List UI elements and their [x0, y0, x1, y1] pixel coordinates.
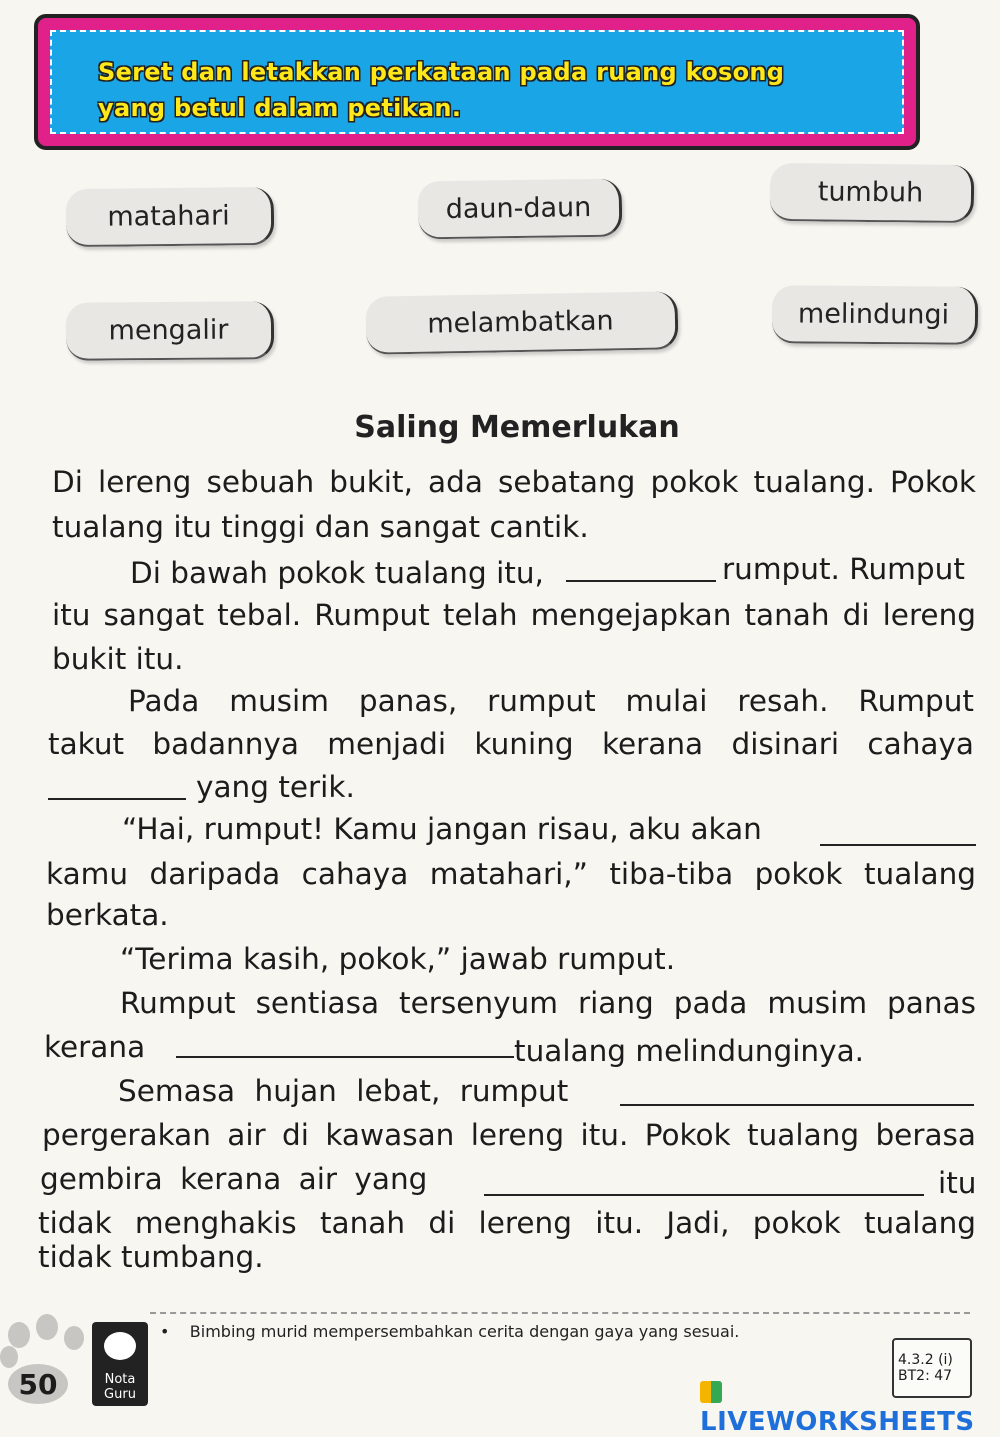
teacher-note — [160, 1322, 739, 1341]
story-line-11: berkata. — [46, 898, 169, 932]
story-line-7: takut badannya menjadi kuning kerana disinari cahaya — [48, 727, 974, 761]
page-number: 50 — [8, 1364, 68, 1404]
blank-1[interactable] — [566, 580, 716, 582]
liveworksheets-brand[interactable] — [700, 1377, 1000, 1437]
paw-print-icon — [64, 1326, 84, 1350]
blank-5[interactable] — [620, 1104, 974, 1106]
story-line-14b: tualang melindunginya. — [514, 1034, 865, 1068]
instruction-line-2: yang betul dalam petikan. — [98, 94, 462, 122]
blank-2[interactable] — [48, 798, 186, 800]
story-line-15: Semasa hujan lebat, rumput — [118, 1074, 569, 1108]
word-chip-mengalir[interactable]: mengalir — [66, 301, 274, 360]
guru-label: Guru — [104, 1387, 136, 1402]
instruction-panel — [50, 30, 904, 134]
blank-3[interactable] — [820, 844, 976, 846]
bullet-icon: • — [160, 1322, 190, 1341]
story-line-12: “Terima kasih, pokok,” jawab rumput. — [120, 942, 676, 976]
liveworksheets-logo-icon — [700, 1381, 722, 1403]
story-line-5: bukit itu. — [52, 642, 184, 676]
word-chip-tumbuh[interactable]: tumbuh — [770, 163, 975, 223]
story-line-6: Pada musim panas, rumput mulai resah. Rumput — [128, 684, 974, 718]
story-line-8: yang terik. — [196, 770, 355, 804]
story-line-2: tualang itu tinggi dan sangat cantik. — [52, 510, 589, 544]
word-chip-daun-daun[interactable]: daun-daun — [418, 179, 623, 240]
brand-text: LIVEWORKSHEETS — [700, 1407, 975, 1437]
word-chip-melindungi[interactable]: melindungi — [772, 285, 978, 344]
story-line-19: tidak tumbang. — [38, 1240, 264, 1274]
instruction-line-1: Seret dan letakkan perkataan pada ruang kosong — [98, 58, 785, 86]
nota-guru-badge — [92, 1322, 148, 1406]
paw-print-icon — [0, 1346, 18, 1368]
story-line-13: Rumput sentiasa tersenyum riang pada musim panas — [120, 986, 976, 1020]
blank-4[interactable] — [176, 1056, 514, 1058]
tiger-mascot-icon — [104, 1332, 136, 1360]
paw-print-icon — [36, 1314, 58, 1340]
story-line-17b: itu — [938, 1166, 977, 1200]
blank-6[interactable] — [484, 1194, 924, 1196]
teacher-note-text: Bimbing murid mempersembahkan cerita dengan gaya yang sesuai. — [189, 1322, 740, 1341]
story-line-9: “Hai, rumput! Kamu jangan risau, aku akan — [122, 812, 762, 846]
word-chip-matahari[interactable]: matahari — [66, 187, 275, 247]
curriculum-code: 4.3.2 (i) — [898, 1352, 953, 1368]
story-line-4: itu sangat tebal. Rumput telah mengejapkan tanah di lereng — [52, 598, 976, 632]
story-title: Saling Memerlukan — [354, 410, 680, 445]
instruction-banner — [34, 14, 920, 150]
word-chip-melambatkan[interactable]: melambatkan — [366, 291, 679, 354]
story-line-1: Di lereng sebuah bukit, ada sebatang pokok tualang. Pokok — [52, 465, 976, 499]
story-line-14a: kerana — [44, 1030, 146, 1064]
footer-divider — [150, 1312, 970, 1314]
story-line-17a: gembira kerana air yang — [40, 1162, 428, 1196]
story-line-3a: Di bawah pokok tualang itu, — [130, 556, 544, 590]
nota-label: Nota — [104, 1372, 136, 1387]
paw-print-icon — [8, 1322, 30, 1348]
story-line-3b: rumput. Rumput — [722, 552, 965, 586]
story-line-16: pergerakan air di kawasan lereng itu. Pokok tualang berasa — [42, 1118, 976, 1152]
story-line-10: kamu daripada cahaya matahari,” tiba-tiba pokok tualang — [46, 857, 976, 891]
story-line-18: tidak menghakis tanah di lereng itu. Jadi, pokok tualang — [38, 1206, 976, 1240]
textbook-reference: BT2: 47 — [898, 1368, 953, 1384]
